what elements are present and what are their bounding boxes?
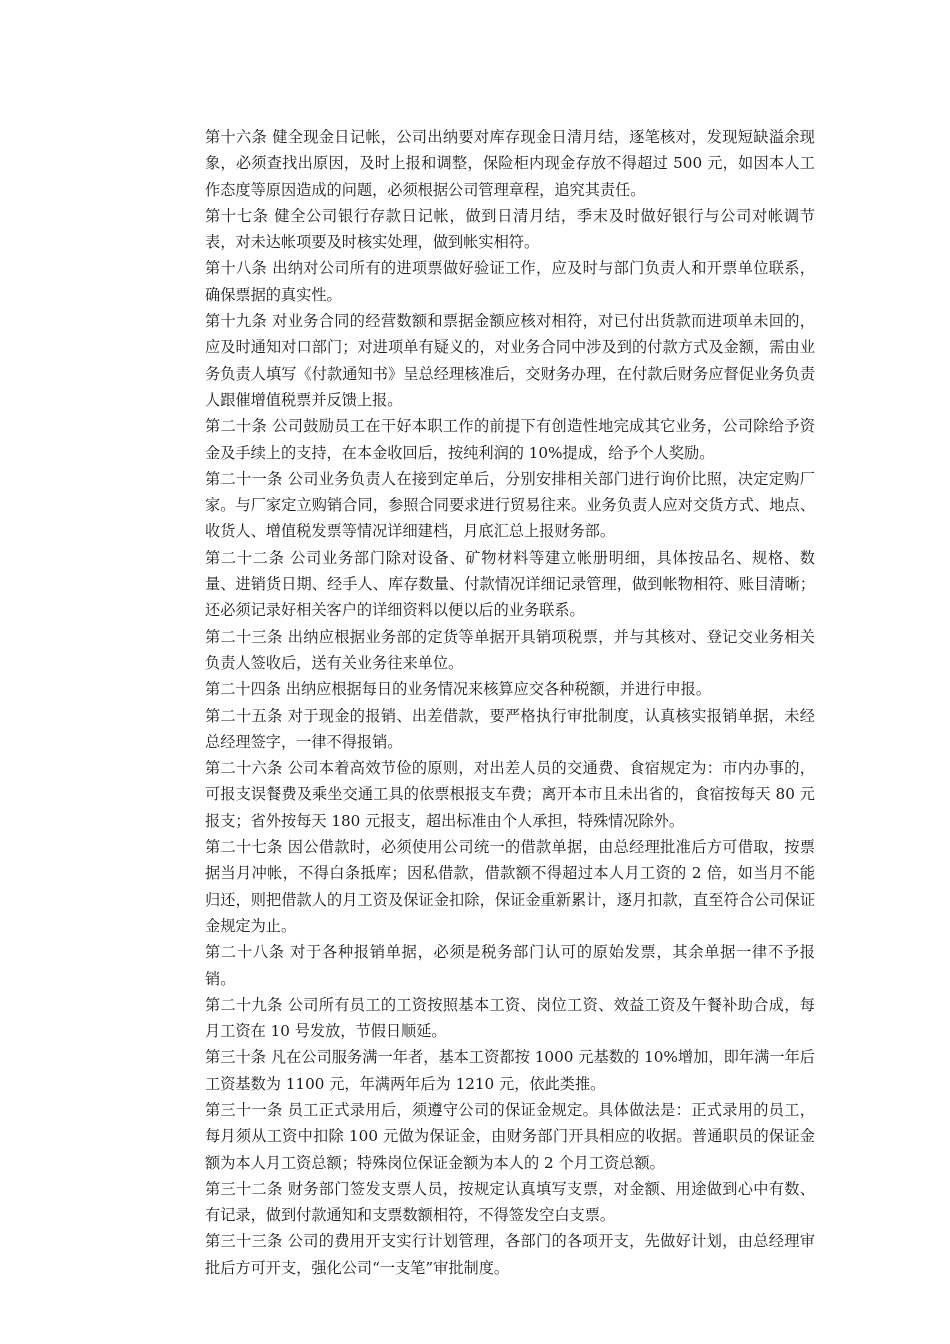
article-18: 第十八条 出纳对公司所有的进项票做好验证工作，应及时与部门负责人和开票单位联系，确保票据的真实性。	[205, 259, 815, 304]
article-19: 第十九条 对业务合同的经营数额和票据金额应核对相符，对已付出货款而进项单未回的，应及时通知对口部门；对进项单有疑义的，对业务合同中涉及到的付款方式及金额，需由业务负责人填写《付款通知书》呈总经理核准后，交财务办理，在付款后财务应督促业务负责人跟催增值税票并反馈上报。	[205, 312, 815, 409]
article-20: 第二十条 公司鼓励员工在干好本职工作的前提下有创造性地完成其它业务，公司除给予资金及手续上的支持，在本金收回后，按纯利润的 10%提成，给予个人奖励。	[205, 417, 815, 462]
article-28: 第二十八条 对于各种报销单据，必须是税务部门认可的原始发票，其余单据一律不予报销。	[205, 943, 815, 988]
article-30: 第三十条 凡在公司服务满一年者，基本工资都按 1000 元基数的 10%增加，即年满一年后工资基数为 1100 元，年满两年后为 1210 元，依此类推。	[205, 1048, 815, 1093]
article-23: 第二十三条 出纳应根据业务部的定货等单据开具销项税票，并与其核对、登记交业务相关负责人签收后，送有关业务往来单位。	[205, 627, 815, 672]
article-33: 第三十三条 公司的费用开支实行计划管理，各部门的各项开支，先做好计划，由总经理审批后方可开支，强化公司“一支笔”审批制度。	[205, 1232, 815, 1277]
article-21: 第二十一条 公司业务负责人在接到定单后，分别安排相关部门进行询价比照，决定定购厂家。与厂家定立购销合同，参照合同要求进行贸易往来。业务负责人应对交货方式、地点、收货人、增值税发票等情况详细建档，月底汇总上报财务部。	[205, 469, 815, 541]
article-17: 第十七条 健全公司银行存款日记帐，做到日清月结，季末及时做好银行与公司对帐调节表，对未达帐项要及时核实处理，做到帐实相符。	[205, 206, 815, 252]
article-29: 第二十九条 公司所有员工的工资按照基本工资、岗位工资、效益工资及午餐补助合成，每月工资在 10 号发放，节假日顺延。	[205, 995, 815, 1041]
article-26: 第二十六条 公司本着高效节俭的原则，对出差人员的交通费、食宿规定为：市内办事的，可报支误餐费及乘坐交通工具的依票根报支车费；离开本市且未出省的，食宿按每天 80 元报支；省外按每天 180 元报支，超出标准由个人承担，特殊情况除外。	[205, 759, 815, 830]
article-32: 第三十二条 财务部门签发支票人员，按规定认真填写支票，对金额、用途做到心中有数、有记录，做到付款通知和支票数额相符，不得签发空白支票。	[205, 1179, 815, 1225]
document-body	[205, 124, 815, 1281]
article-27: 第二十七条 因公借款时，必须使用公司统一的借款单据，由总经理批准后方可借取，按票据当月冲帐，不得白条抵库；因私借款，借款额不得超过本人月工资的 2 倍，如当月不能归还，则把借款人的月工资及保证金扣除，保证金重新累计，逐月扣款，直至符合公司保证金规定为止。	[205, 838, 815, 935]
article-16: 第十六条 健全现金日记帐，公司出纳要对库存现金日清月结，逐笔核对，发现短缺溢余现象，必须查找出原因，及时上报和调整，保险柜内现金存放不得超过 500 元，如因本人工作态度等原因造成的问题，必须根据公司管理章程，追究其责任。	[205, 128, 815, 199]
article-31: 第三十一条 员工正式录用后，须遵守公司的保证金规定。具体做法是：正式录用的员工，每月须从工资中扣除 100 元做为保证金，由财务部门开具相应的收据。普通职员的保证金额为本人月工资总额；特殊岗位保证金额为本人的 2 个月工资总额。	[205, 1100, 815, 1172]
article-22: 第二十二条 公司业务部门除对设备、矿物材料等建立帐册明细，具体按品名、规格、数量、进销货日期、经手人、库存数量、付款情况详细记录管理，做到帐物相符、账目清晰；还必须记录好相关客户的详细资料以便以后的业务联系。	[205, 548, 815, 620]
article-25: 第二十五条 对于现金的报销、出差借款，要严格执行审批制度，认真核实报销单据，未经总经理签字，一律不得报销。	[205, 706, 815, 751]
article-24: 第二十四条 出纳应根据每日的业务情况来核算应交各种税额，并进行申报。	[205, 680, 712, 699]
